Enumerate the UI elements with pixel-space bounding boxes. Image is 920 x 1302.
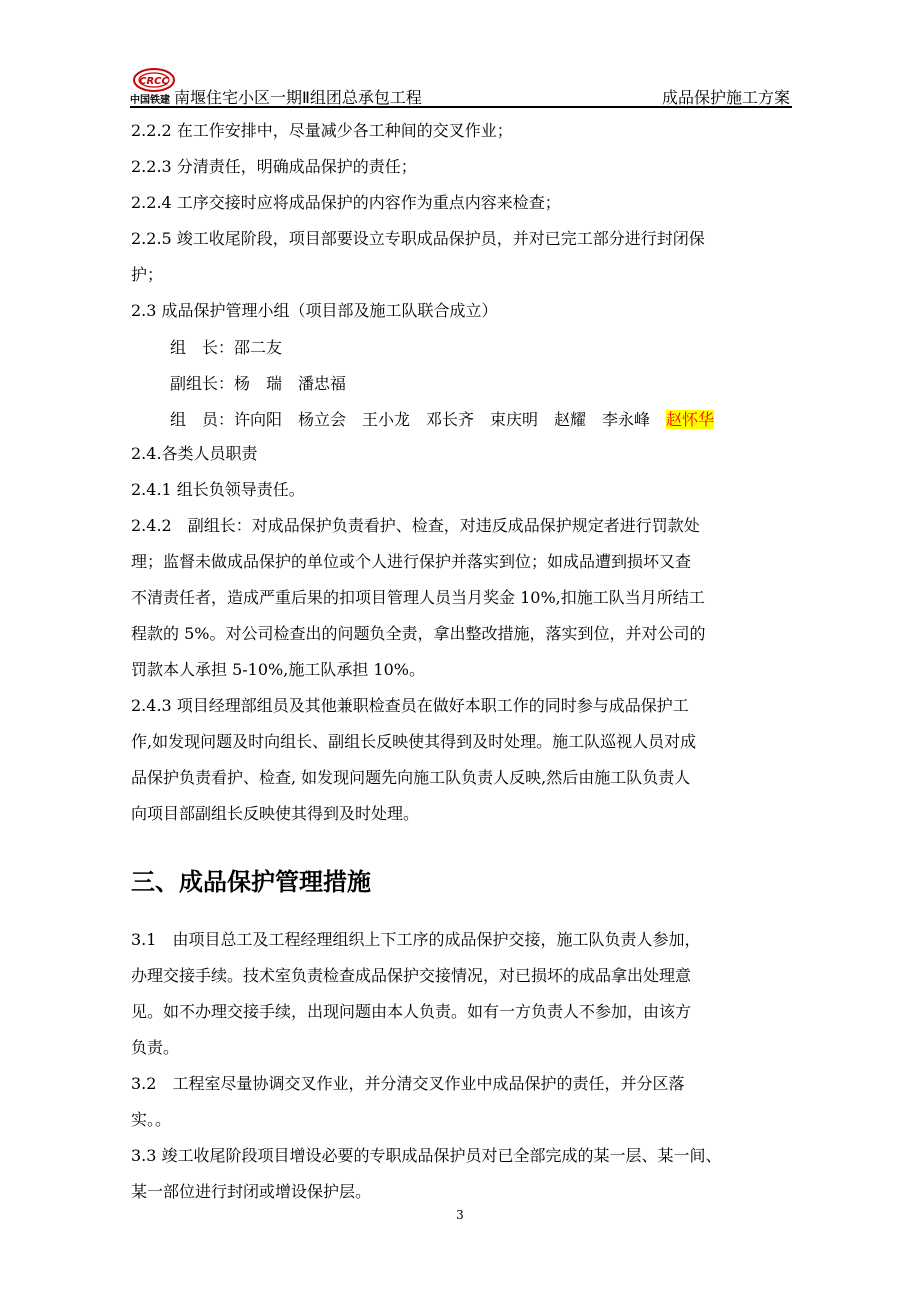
paragraph-line: 办理交接手续。技术室负责检查成品保护交接情况，对已损坏的成品拿出处理意 [131, 966, 692, 985]
paragraph-line: 2.4.各类人员职责 [131, 444, 258, 463]
paragraph-line: 2.4.1 组长负领导责任。 [131, 480, 305, 499]
paragraph-line: 2.2.2 在工作安排中，尽量减少各工种间的交叉作业； [131, 121, 513, 140]
paragraph-line: 2.2.5 竣工收尾阶段，项目部要设立专职成品保护员，并对已完工部分进行封闭保 [131, 229, 705, 248]
paragraph-line: 2.4.2 副组长：对成品保护负责看护、检查，对违反成品保护规定者进行罚款处 [131, 516, 700, 535]
subsection-heading: 2.3 成品保护管理小组（项目部及施工队联合成立） [131, 301, 498, 320]
paragraph-line: 程款的 5%。对公司检查出的问题负全责，拿出整改措施，落实到位，并对公司的 [131, 624, 706, 643]
paragraph-line: 2.2.4 工序交接时应将成品保护的内容作为重点内容来检查； [131, 193, 561, 212]
page-number: 3 [456, 1208, 464, 1222]
paragraph-line: 作,如发现问题及时向组长、副组长反映使其得到及时处理。施工队巡视人员对成 [131, 732, 697, 751]
page-header [130, 62, 792, 108]
paragraph-line: 见。如不办理交接手续，出现问题由本人负责。如有一方负责人不参加，由该方 [131, 1002, 692, 1021]
section-title: 三、成品保护管理措施 [131, 868, 371, 896]
paragraph-line: 实。。 [131, 1110, 172, 1129]
paragraph-line: 理；监督未做成品保护的单位或个人进行保护并落实到位；如成品遭到损坏又查 [131, 552, 692, 571]
group-deputy: 副组长：杨 瑞 潘忠福 [170, 374, 347, 393]
paragraph-line: 2.4.3 项目经理部组员及其他兼职检查员在做好本职工作的同时参与成品保护工 [131, 696, 689, 715]
paragraph-line: 3.1 由项目总工及工程经理组织上下工序的成品保护交接，施工队负责人参加， [131, 930, 701, 949]
paragraph-line: 不清责任者，造成严重后果的扣项目管理人员当月奖金 10%,扣施工队当月所结工 [131, 588, 705, 607]
svg-text:CRCC: CRCC [139, 76, 169, 87]
paragraph-line: 3.3 竣工收尾阶段项目增设必要的专职成品保护员对已全部完成的某一层、某一间、 [131, 1146, 722, 1165]
paragraph-line: 3.2 工程室尽量协调交叉作业，并分清交叉作业中成品保护的责任，并分区落 [131, 1074, 685, 1093]
logo-cn-text: 中国铁建 [130, 95, 170, 106]
paragraph-line: 向项目部副组长反映使其得到及时处理。 [131, 804, 420, 823]
paragraph-line: 品保护负责看护、检查, 如发现问题先向施工队负责人反映,然后由施工队负责人 [131, 768, 691, 787]
group-members [170, 410, 714, 430]
highlighted-member: 赵怀华 [666, 410, 715, 429]
paragraph-line: 护； [131, 265, 164, 284]
project-name: 南堰住宅小区一期Ⅱ组团总承包工程 [174, 88, 422, 107]
paragraph-line: 2.2.3 分清责任，明确成品保护的责任； [131, 157, 417, 176]
paragraph-line: 负责。 [131, 1038, 180, 1057]
paragraph-line: 某一部位进行封闭或增设保护层。 [131, 1182, 372, 1201]
document-title: 成品保护施工方案 [661, 88, 790, 107]
group-leader: 组 长：邵二友 [170, 338, 283, 357]
members-list: 组 员：许向阳 杨立会 王小龙 邓长齐 束庆明 赵耀 李永峰 [170, 410, 667, 429]
paragraph-line: 罚款本人承担 5-10%,施工队承担 10%。 [131, 660, 425, 679]
